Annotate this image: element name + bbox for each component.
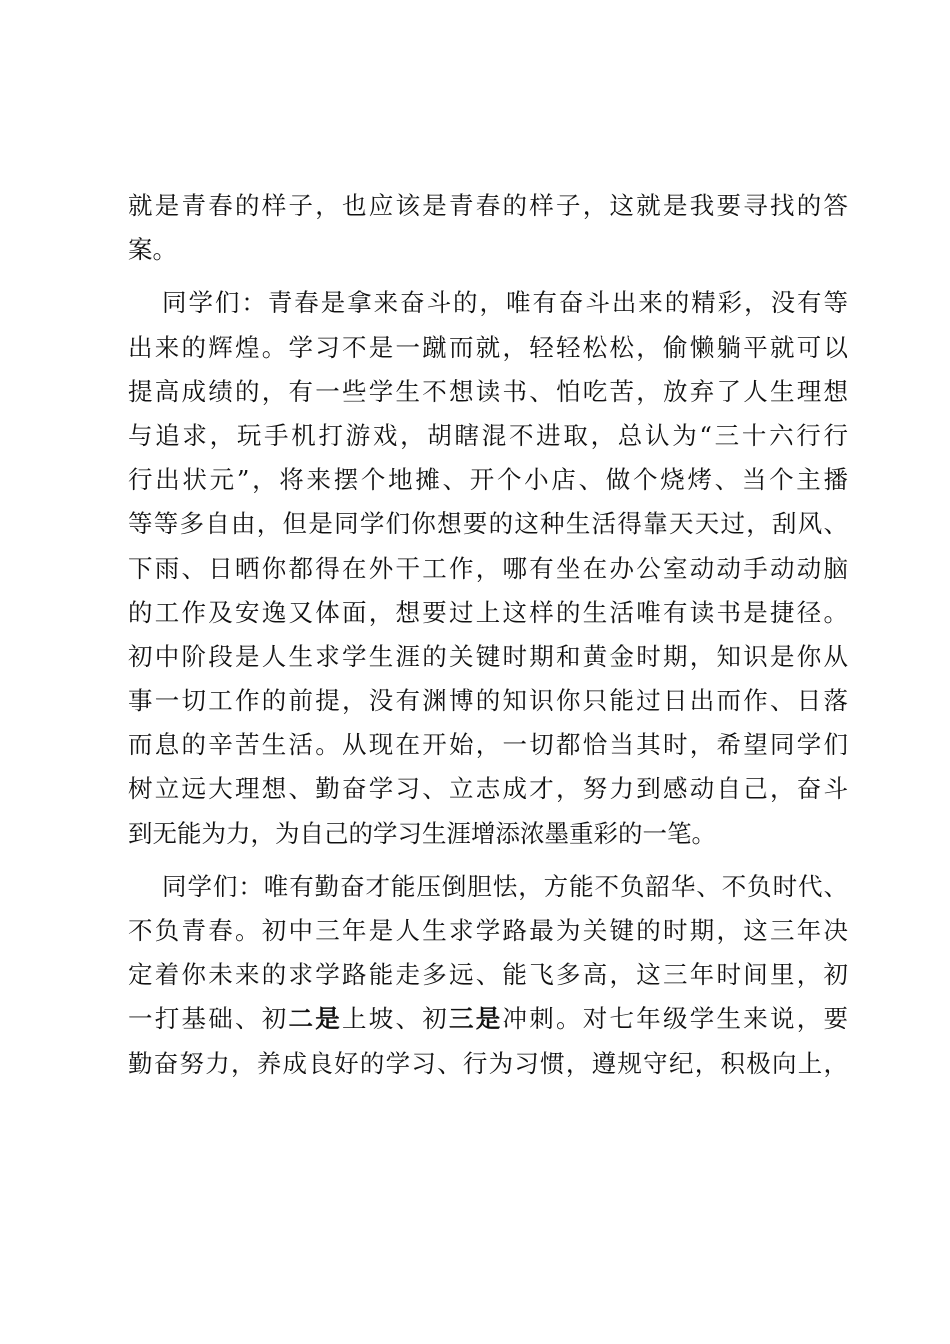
text-segment: 上坡、初	[342, 1004, 449, 1034]
text-line: 勤奋努力，养成良好的学习、行为习惯，遵规守纪，积极向上，	[128, 1048, 848, 1078]
text-line: 事一切工作的前提，没有渊博的知识你只能过日出而作、日落	[128, 686, 848, 716]
text-line: 到无能为力，为自己的学习生涯增添浓墨重彩的一笔。	[128, 818, 716, 848]
text-line: 下雨、日晒你都得在外干工作，哪有坐在办公室动动手动动脑	[128, 553, 848, 583]
text-line: 初中阶段是人生求学生涯的关键时期和黄金时期，知识是你从	[128, 641, 848, 671]
text-segment: 一打基础、初	[128, 1004, 289, 1034]
document-body	[128, 184, 848, 1086]
text-line: 而息的辛苦生活。从现在开始，一切都恰当其时，希望同学们	[128, 730, 848, 760]
text-line: 不负青春。初中三年是人生求学路最为关键的时期，这三年决	[128, 916, 848, 945]
text-line: 定着你未来的求学路能走多远、能飞多高，这三年时间里，初	[128, 960, 848, 990]
text-line: 出来的辉煌。学习不是一蹴而就，轻轻松松，偷懒躺平就可以	[128, 332, 848, 362]
text-line: 案。	[128, 235, 177, 265]
paragraph-1	[128, 184, 848, 272]
text-line	[128, 997, 848, 1041]
paragraph-3	[128, 865, 848, 1086]
paragraph-2	[128, 281, 848, 855]
bold-text-segment: 三是	[449, 1004, 503, 1034]
text-segment: 冲刺。对七年级学生来说，要	[502, 1004, 848, 1034]
text-line: 同学们：唯有勤奋才能压倒胆怯，方能不负韶华、不负时代、	[162, 871, 848, 901]
text-line: 树立远大理想、勤奋学习、立志成才，努力到感动自己，奋斗	[128, 774, 848, 804]
text-line: 同学们：青春是拿来奋斗的，唯有奋斗出来的精彩，没有等	[162, 288, 848, 318]
text-line: 的工作及安逸又体面，想要过上这样的生活唯有读书是捷径。	[128, 597, 848, 627]
text-line: 与追求，玩手机打游戏，胡瞎混不进取，总认为“三十六行行	[128, 420, 848, 450]
text-line: 提高成绩的，有一些学生不想读书、怕吃苦，放弃了人生理想	[128, 376, 848, 406]
text-line: 行出状元”，将来摆个地摊、开个小店、做个烧烤、当个主播	[128, 465, 848, 495]
bold-text-segment: 二是	[288, 1004, 342, 1034]
text-line: 就是青春的样子，也应该是青春的样子，这就是我要寻找的答	[128, 191, 848, 220]
text-line: 等等多自由，但是同学们你想要的这种生活得靠天天过，刮风、	[128, 509, 848, 539]
